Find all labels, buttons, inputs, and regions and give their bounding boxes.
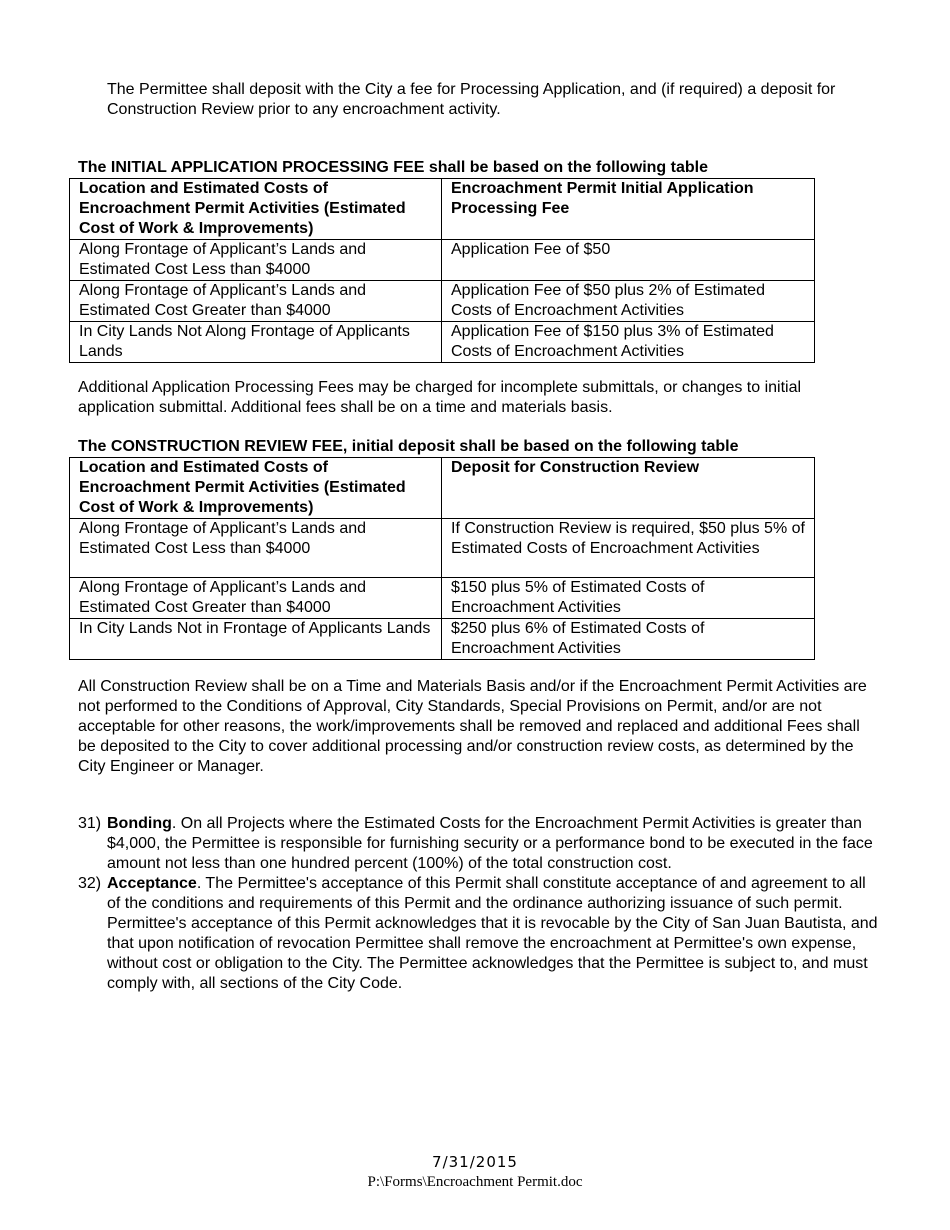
- intro-paragraph: The Permittee shall deposit with the City a fee for Processing Application, and (if required) a deposit for Construction Review prior to any encroachment activity.: [107, 81, 836, 118]
- construction-review-table: [69, 457, 815, 660]
- numbered-conditions-list: [78, 814, 878, 994]
- table-header-location: Location and Estimated Costs of Encroachment Permit Activities (Estimated Cost of Work & Improvements): [70, 179, 442, 240]
- table-row: [70, 281, 815, 322]
- table-cell-location: In City Lands Not Along Frontage of Applicants Lands: [70, 322, 442, 363]
- table-header-row: [70, 179, 815, 240]
- table-row: [70, 578, 815, 619]
- additional-fees-paragraph: Additional Application Processing Fees may be charged for incomplete submittals, or changes to initial application submittal. Additional fees shall be on a time and materials basis.: [78, 379, 802, 416]
- list-item-bonding: [78, 814, 878, 874]
- construction-review-note: All Construction Review shall be on a Time and Materials Basis and/or if the Encroachment Permit Activities are not performed to the Conditions of Approval, City Standards, Special Provisions on Permit, and/or are not acceptable for other reasons, the work/improvements shall be removed and replaced and additional Fees shall be deposited to the City to cover additional processing and/or construction review costs, as determined by the City Engineer or Manager.: [78, 678, 867, 775]
- table-cell-location: Along Frontage of Applicant’s Lands and Estimated Cost Greater than $4000: [70, 281, 442, 322]
- list-item-title: Acceptance: [107, 875, 197, 892]
- table-cell-deposit: $150 plus 5% of Estimated Costs of Encroachment Activities: [442, 578, 815, 619]
- list-item-number: 32): [78, 875, 102, 892]
- table-cell-deposit: $250 plus 6% of Estimated Costs of Encroachment Activities: [442, 619, 815, 660]
- table-cell-fee: Application Fee of $50 plus 2% of Estimated Costs of Encroachment Activities: [442, 281, 815, 322]
- table-cell-location: In City Lands Not in Frontage of Applicants Lands: [70, 619, 442, 660]
- table-header-fee: Encroachment Permit Initial Application Processing Fee: [442, 179, 815, 240]
- list-item-text: . On all Projects where the Estimated Costs for the Encroachment Permit Activities is greater than $4,000, the Permittee is responsible for furnishing security or a performance bond to be executed in the face amount not less than one hundred percent (100%) of the total construction cost.: [107, 815, 873, 872]
- list-item-acceptance: [78, 874, 878, 994]
- table-cell-location: Along Frontage of Applicant’s Lands and Estimated Cost Greater than $4000: [70, 578, 442, 619]
- footer-file-path: P:\Forms\Encroachment Permit.doc: [367, 1174, 583, 1190]
- table-header-row: [70, 458, 815, 519]
- table-row: [70, 322, 815, 363]
- table-cell-fee: Application Fee of $50: [442, 240, 815, 281]
- table-cell-location: Along Frontage of Applicant’s Lands and Estimated Cost Less than $4000: [70, 240, 442, 281]
- list-item-number: 31): [78, 815, 102, 832]
- initial-fee-table-caption: The INITIAL APPLICATION PROCESSING FEE shall be based on the following table: [78, 159, 708, 176]
- table-row: [70, 619, 815, 660]
- list-item-text: . The Permittee's acceptance of this Permit shall constitute acceptance of and agreement to all of the conditions and requirements of this Permit and the ordinance authorizing issuance of such permit. Permittee's acceptance of this Permit acknowledges that it is revocable by the City of San Juan Bautista, and that upon notification of revocation Permittee shall remove the encroachment at Permittee's own expense, without cost or obligation to the City. The Permittee acknowledges that the Permittee is subject to, and must comply with, all sections of the City Code.: [107, 875, 878, 992]
- list-item-title: Bonding: [107, 815, 172, 832]
- table-row: [70, 240, 815, 281]
- construction-review-table-caption: The CONSTRUCTION REVIEW FEE, initial deposit shall be based on the following table: [78, 438, 739, 455]
- table-cell-location: Along Frontage of Applicant’s Lands and Estimated Cost Less than $4000: [70, 519, 442, 578]
- table-row: [70, 519, 815, 578]
- table-cell-fee: Application Fee of $150 plus 3% of Estimated Costs of Encroachment Activities: [442, 322, 815, 363]
- table-header-deposit: Deposit for Construction Review: [442, 458, 815, 519]
- initial-fee-table: [69, 178, 815, 363]
- footer-date: 7/31/2015: [432, 1153, 518, 1171]
- table-header-location: Location and Estimated Costs of Encroachment Permit Activities (Estimated Cost of Work & Improvements): [70, 458, 442, 519]
- table-cell-deposit: If Construction Review is required, $50 plus 5% of Estimated Costs of Encroachment Activities: [442, 519, 815, 578]
